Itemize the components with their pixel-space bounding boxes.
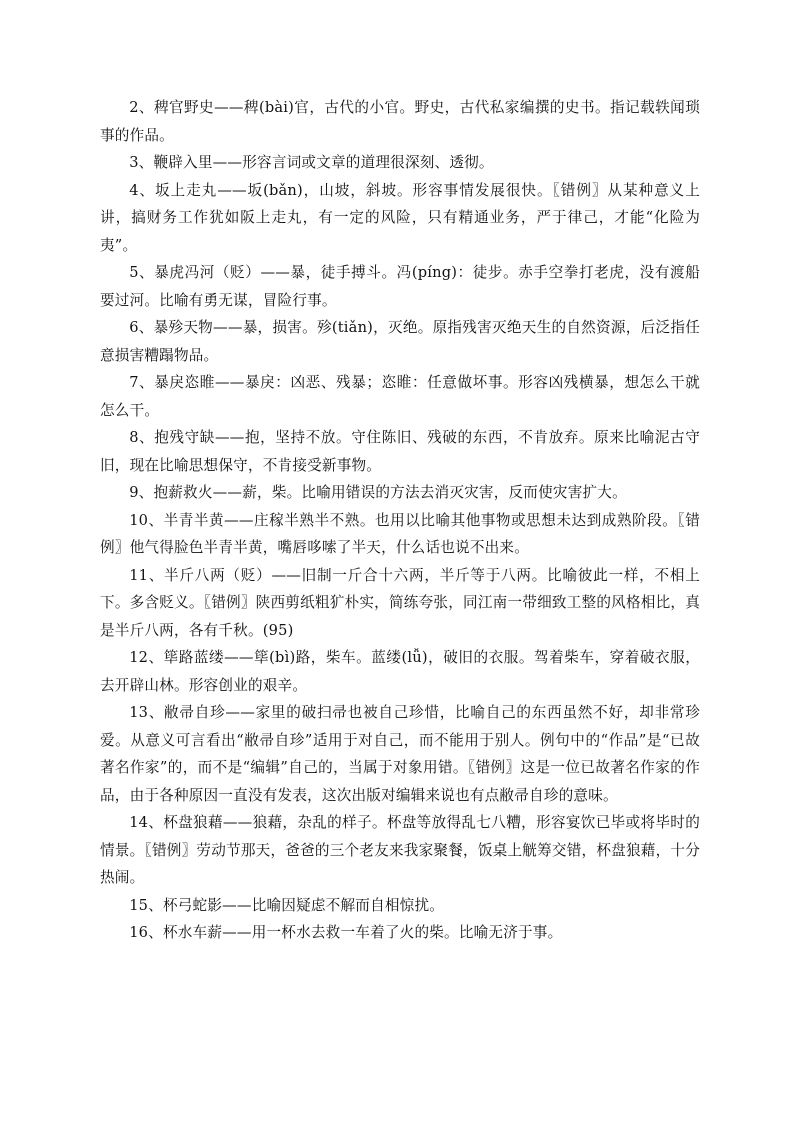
entry-3: 3、鞭辟入里——形容言词或文章的道理很深刻、透彻。 bbox=[129, 154, 494, 171]
entry-15: 15、杯弓蛇影——比喻因疑虑不解而自相惊扰。 bbox=[129, 896, 445, 914]
entry-8: 8、抱残守缺——抱，坚持不放。守住陈旧、残破的东西，不肯放弃。原来比喻泥古守旧，现在比喻思想保守，不肯接受新事物。 bbox=[100, 429, 700, 474]
entry-9: 9、抱薪救火——薪，柴。比喻用错误的方法去消灭灾害，反而使灾害扩大。 bbox=[129, 484, 627, 501]
entry-5: 5、暴虎冯河（贬）——暴，徒手搏斗。冯(píng)：徒步。赤手空拳打老虎，没有渡船要过河。比喻有勇无谋，冒险行事。 bbox=[100, 264, 700, 309]
entry-13: 13、敝帚自珍——家里的破扫帚也被自己珍惜，比喻自己的东西虽然不好，却非常珍爱。从意义可言看出“敝帚自珍”适用于对自己，而不能用于别人。例句中的“作品”是“已故著名作家”的，而不是“编辑”自己的，当属于对象用错。〖错例〗这是一位已故著名作家的作品，由于各种原因一直没有发表，这次出版对编辑来说也有点敝帚自珍的意味。 bbox=[100, 704, 700, 804]
entry-7: 7、暴戾恣睢——暴戾：凶恶、残暴；恣睢：任意做坏事。形容凶残横暴，想怎么干就怎么干。 bbox=[100, 374, 700, 419]
entry-4: 4、坂上走丸——坂(bǎn)，山坡，斜坡。形容事情发展很快。〖错例〗从某种意义上讲，搞财务工作犹如阪上走丸，有一定的风险，只有精通业务，严于律己，才能“化险为夷”。 bbox=[100, 181, 700, 254]
entry-2: 2、稗官野史——稗(bài)官，古代的小官。野史，古代私家编撰的史书。指记载轶闻琐事的作品。 bbox=[100, 99, 700, 144]
entry-6: 6、暴殄天物——暴，损害。殄(tiǎn)，灭绝。原指残害灭绝天生的自然资源，后泛指任意损害糟蹋物品。 bbox=[100, 319, 700, 364]
document-body bbox=[100, 94, 700, 947]
entry-11: 11、半斤八两（贬）——旧制一斤合十六两，半斤等于八两。比喻彼此一样，不相上下。多含贬义。〖错例〗陕西剪纸粗犷朴实，简练夸张，同江南一带细致工整的风格相比，真是半斤八两，各有千秋。(95) bbox=[100, 566, 700, 639]
entry-14: 14、杯盘狼藉——狼藉，杂乱的样子。杯盘等放得乱七八糟，形容宴饮已毕或将毕时的情景。〖错例〗劳动节那天，爸爸的三个老友来我家聚餐，饭桌上觥筹交错，杯盘狼藉，十分热闹。 bbox=[100, 814, 700, 886]
entry-12: 12、筚路蓝缕——筚(bì)路，柴车。蓝缕(lǚ)，破旧的衣服。驾着柴车，穿着破衣服，去开辟山林。形容创业的艰辛。 bbox=[100, 649, 700, 694]
entry-10: 10、半青半黄——庄稼半熟半不熟。也用以比喻其他事物或思想未达到成熟阶段。〖错例〗他气得脸色半青半黄，嘴唇哆嗦了半天，什么话也说不出来。 bbox=[100, 511, 700, 556]
entry-16: 16、杯水车薪——用一杯水去救一车着了火的柴。比喻无济于事。 bbox=[129, 924, 563, 941]
